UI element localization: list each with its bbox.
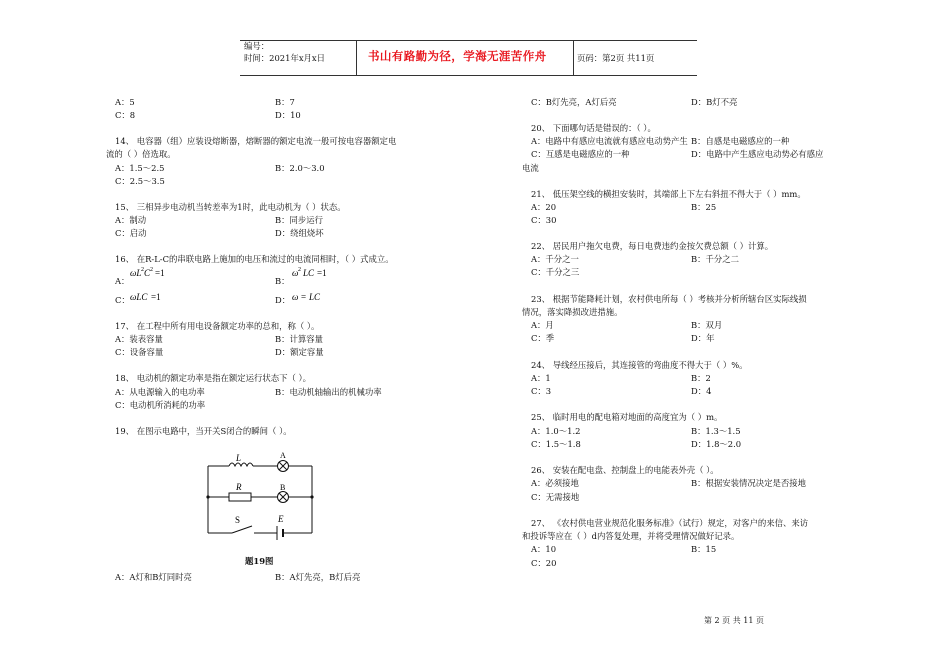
svg-text:2: 2 — [298, 267, 301, 273]
figure-caption: 题19图 — [245, 556, 274, 566]
q25-option-c: C：1.5～1.8 — [531, 439, 581, 449]
q20-option-b: B：自感是电磁感应的一种 — [691, 136, 790, 146]
q18-stem: 18、 电动机的额定功率是指在额定运行状态下（ ）。 — [115, 373, 312, 383]
q17-option-a: A：装表容量 — [115, 334, 163, 344]
q23-option-a: A：月 — [531, 320, 554, 330]
q26-option-b: B：根据安装情况决定是否接地 — [691, 478, 807, 488]
svg-text:LC: LC — [309, 292, 321, 302]
label-battery: E — [278, 514, 284, 524]
svg-text:=1: =1 — [317, 268, 327, 278]
svg-text:2: 2 — [150, 267, 153, 273]
q22-stem: 22、 居民用户拖欠电费，每日电费违约金按欠费总额（ ）计算。 — [531, 241, 774, 251]
header-id-label: 编号： — [244, 41, 270, 51]
q25-option-d: D：1.8～2.0 — [691, 439, 742, 449]
q24-stem: 24、 导线经压接后，其连接管的弯曲度不得大于（ ）%。 — [531, 360, 748, 370]
q23-stem-cont: 情况，落实降损改进措施。 — [522, 307, 623, 317]
q19-option-b: B：A灯先亮，B灯后亮 — [275, 572, 361, 582]
q24-option-c: C：3 — [531, 386, 552, 396]
q17-stem: 17、 在工程中所有用电设备额定功率的总和，称（ ）。 — [115, 321, 320, 331]
q23-option-b: B：双月 — [691, 320, 723, 330]
q23-option-c: C：季 — [531, 333, 555, 343]
header-divider-right — [573, 40, 574, 75]
svg-text:LC: LC — [303, 268, 315, 278]
q14-option-c: C：2.5～3.5 — [115, 176, 165, 186]
q27-option-b: B：15 — [691, 544, 717, 554]
q15-option-c: C：启动 — [115, 228, 147, 238]
q20-stem: 20、 下面哪句话是错误的：（ ）。 — [531, 123, 656, 133]
q19-option-c: C：B灯先亮，A灯后亮 — [531, 97, 617, 107]
svg-text:ω: ω — [292, 268, 299, 278]
svg-text:ωL: ωL — [130, 268, 142, 278]
header-time: 时间：2021年x月x日 — [244, 53, 326, 63]
q15-option-d: D：绕组烧坏 — [275, 228, 324, 238]
header-divider-left — [356, 40, 357, 75]
q25-option-a: A：1.0～1.2 — [531, 426, 581, 436]
q27-option-a: A：10 — [531, 544, 557, 554]
q27-option-c: C：20 — [531, 558, 557, 568]
q16-label-c: C： — [115, 295, 130, 305]
svg-text:ωLC: ωLC — [130, 292, 148, 302]
q16-label-a: A： — [115, 276, 130, 286]
q21-stem: 21、 低压架空线的横担安装时，其端部上下左右斜扭不得大于（ ）mm。 — [531, 189, 806, 199]
header-bottom-rule — [240, 75, 697, 76]
q17-option-b: B：计算容量 — [275, 334, 324, 344]
header-top-rule — [240, 40, 697, 41]
q21-option-a: A：20 — [531, 202, 557, 212]
q16-label-b: B： — [275, 276, 290, 286]
label-switch: S — [235, 515, 241, 525]
q26-option-c: C：无需接地 — [531, 492, 580, 502]
q21-option-b: B：25 — [691, 202, 717, 212]
q19-option-d: D：B灯不亮 — [691, 97, 738, 107]
header-page-label: 页码：第2页 共11页 — [577, 53, 655, 63]
q22-option-a: A：千分之一 — [531, 254, 579, 264]
q16-formula-d — [292, 290, 342, 304]
q25-option-b: B：1.3～1.5 — [691, 426, 741, 436]
label-resistor: R — [236, 482, 242, 492]
q13-option-a: A：5 — [115, 97, 135, 107]
q17-option-c: C：设备容量 — [115, 347, 164, 357]
svg-text:=1: =1 — [151, 292, 161, 302]
label-lamp-b: B — [280, 483, 286, 492]
label-lamp-a: A — [280, 451, 286, 460]
q22-option-b: B：千分之二 — [691, 254, 740, 264]
q20-option-d-cont: 电流 — [522, 163, 539, 173]
q24-option-a: A：1 — [531, 373, 551, 383]
header-motto: 书山有路勤为径，学海无涯苦作舟 — [368, 49, 547, 63]
q16-formula-c — [130, 290, 180, 304]
q16-formula-b — [292, 266, 342, 280]
q14-option-b: B：2.0～3.0 — [275, 163, 325, 173]
q13-option-d: D：10 — [275, 110, 301, 120]
q23-option-d: D：年 — [691, 333, 715, 343]
q27-stem-cont: 和投诉等应在（ ）d内答复处理，并将受理情况做好记录。 — [522, 531, 740, 541]
q16-formula-a — [130, 266, 180, 280]
q19-stem: 19、 在图示电路中，当开关S闭合的瞬间（ ）。 — [115, 426, 292, 436]
q16-label-d: D： — [275, 295, 291, 305]
q26-stem: 26、 安装在配电盘、控制盘上的电能表外壳（ ）。 — [531, 465, 719, 475]
q15-option-b: B：同步运行 — [275, 215, 324, 225]
svg-text:=: = — [301, 292, 307, 302]
q22-option-c: C：千分之三 — [531, 267, 580, 277]
q14-option-a: A：1.5～2.5 — [115, 163, 165, 173]
page-footer: 第 2 页 共 11 页 — [704, 616, 764, 625]
q13-option-c: C：8 — [115, 110, 136, 120]
q18-option-b: B：电动机轴输出的机械功率 — [275, 387, 382, 397]
q20-option-c: C：互感是电磁感应的一种 — [531, 149, 630, 159]
q19-circuit-labels — [204, 450, 324, 550]
q20-option-a: A：电路中有感应电流就有感应电动势产生 — [531, 136, 688, 146]
label-inductor: L — [236, 453, 242, 463]
q26-option-a: A：必须接地 — [531, 478, 579, 488]
svg-text:=1: =1 — [155, 268, 165, 278]
q27-stem: 27、 《农村供电营业规范化服务标准》（试行）规定，对客户的来信、来访 — [531, 518, 809, 528]
q20-option-d: D：电路中产生感应电动势必有感应 — [691, 149, 824, 159]
q24-option-d: D：4 — [691, 386, 712, 396]
q17-option-d: D：额定容量 — [275, 347, 324, 357]
svg-text:ω: ω — [292, 292, 299, 302]
q15-option-a: A：制动 — [115, 215, 147, 225]
q14-stem-cont: 流的（ ）倍选取。 — [106, 149, 176, 159]
svg-text:2: 2 — [141, 267, 144, 273]
q21-option-c: C：30 — [531, 215, 557, 225]
q19-option-a: A：A灯和B灯同时亮 — [115, 572, 192, 582]
q16-stem: 16、 在R-L-C的串联电路上施加的电压和流过的电流同相时，（ ）式成立。 — [115, 254, 394, 264]
q14-stem: 14、 电容器（组）应装设熔断器，熔断器的额定电流一般可按电容器额定电 — [115, 136, 397, 146]
svg-text:C: C — [144, 268, 151, 278]
q18-option-c: C：电动机所消耗的功率 — [115, 400, 206, 410]
q23-stem: 23、 根据节能降耗计划，农村供电所每（ ）考核并分析所辖台区实际线损 — [531, 294, 807, 304]
q25-stem: 25、 临时用电的配电箱对地面的高度宜为（ ）m。 — [531, 412, 723, 422]
q24-option-b: B：2 — [691, 373, 711, 383]
q15-stem: 15、 三相异步电动机当转差率为1时，此电动机为（ ）状态。 — [115, 202, 346, 212]
q18-option-a: A：从电源输入的电功率 — [115, 387, 205, 397]
q13-option-b: B：7 — [275, 97, 295, 107]
